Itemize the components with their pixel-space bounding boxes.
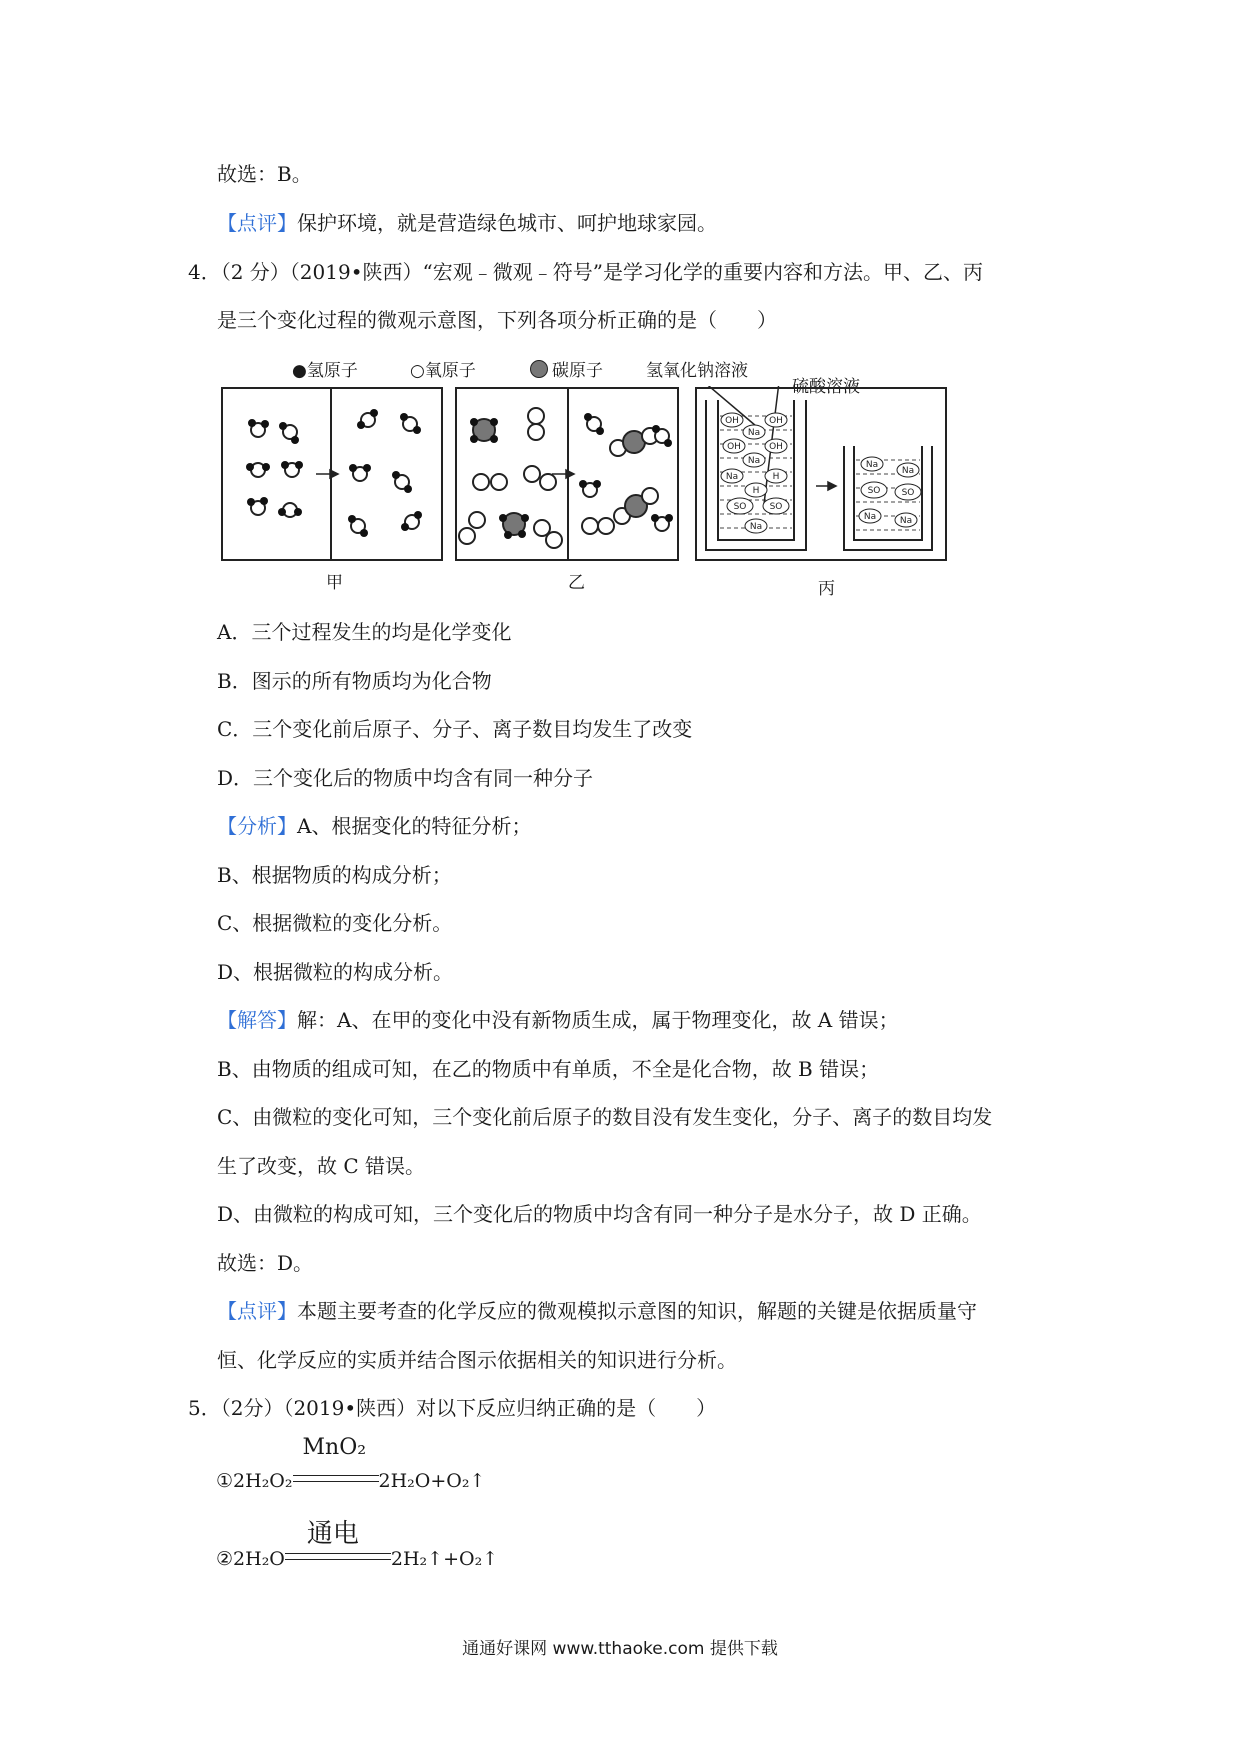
analysis-line-1 (217, 812, 531, 840)
option-a: A．三个过程发生的均是化学变化 (217, 620, 512, 644)
comment-line-2: 恒、化学反应的实质并结合图示依据相关的知识进行分析。 (217, 1348, 737, 1372)
legend-hydrogen: ●氢原子 (292, 361, 358, 381)
analysis-line-3: C、根据微粒的变化分析。 (217, 911, 453, 935)
ion-oh: OH (727, 442, 741, 452)
label-bing: 丙 (818, 579, 835, 599)
label-jia: 甲 (326, 573, 343, 593)
label-yi: 乙 (568, 573, 585, 593)
ion-na: Na (899, 516, 913, 526)
ion-so4: SO (901, 488, 915, 498)
ion-labels (721, 413, 921, 533)
ion-na: Na (901, 466, 915, 476)
option-b: B．图示的所有物质均为化合物 (217, 669, 492, 693)
option-d: D．三个变化后的物质中均含有同一种分子 (217, 766, 594, 790)
analysis-line-2: B、根据物质的构成分析； (217, 863, 452, 887)
ion-so4: SO (769, 502, 783, 512)
legend-h2so4: 硫酸溶液 (792, 377, 860, 397)
comment-tag: 【点评】 (217, 211, 297, 235)
ion-na: Na (747, 428, 761, 438)
eq1-lhs: ①2H₂O₂ (216, 1470, 293, 1492)
yi-before-molecules (459, 408, 562, 548)
ion-oh: OH (769, 442, 783, 452)
solution-text: 解：A、在甲的变化中没有新物质生成，属于物理变化，故 A 错误； (297, 1008, 899, 1032)
solution-line-1 (217, 1006, 899, 1034)
comment-tag: 【点评】 (217, 1299, 297, 1323)
equation-2 (216, 1519, 499, 1570)
yi-after-molecules (579, 413, 673, 534)
ion-so4: SO (733, 502, 747, 512)
q4-stem-line2: 是三个变化过程的微观示意图，下列各项分析正确的是（ ） (217, 308, 777, 332)
option-c: C．三个变化前后原子、分子、离子数目均发生了改变 (217, 717, 693, 741)
solution-tag: 【解答】 (217, 1008, 297, 1032)
analysis-line-4: D、根据微粒的构成分析。 (217, 960, 454, 984)
micro-diagram (220, 386, 950, 568)
analysis-text: A、根据变化的特征分析； (297, 814, 532, 838)
q3-comment (217, 209, 717, 237)
comment-text: 本题主要考查的化学反应的微观模拟示意图的知识，解题的关键是依据质量守 (297, 1299, 977, 1323)
ion-oh: OH (769, 416, 783, 426)
legend-oxygen: ○氧原子 (410, 361, 476, 381)
solution-line-4: 生了改变，故 C 错误。 (217, 1154, 426, 1178)
page-footer: 通通好课网 www.tthaoke.com 提供下载 (462, 1639, 778, 1659)
eq2-rhs: 2H₂↑+O₂↑ (390, 1548, 499, 1570)
comment-line-1 (217, 1297, 977, 1325)
ion-h: H (772, 472, 780, 482)
analysis-tag: 【分析】 (217, 814, 297, 838)
legend-carbon (530, 356, 603, 381)
q5-stem: 5．（2分）（2019•陕西）对以下反应归纳正确的是（ ） (188, 1396, 717, 1420)
ion-oh: OH (725, 416, 739, 426)
eq2-lhs: ②2H₂O (216, 1548, 285, 1570)
ion-so4: SO (867, 486, 881, 496)
legend-naoh: 氢氧化钠溶液 (646, 361, 748, 381)
eq2-condition: 通电 (306, 1519, 359, 1549)
legend-carbon-label: 碳原子 (552, 361, 603, 381)
ion-na: Na (865, 460, 879, 470)
ion-na: Na (863, 512, 877, 522)
ion-h: H (752, 486, 760, 496)
ion-na: Na (749, 522, 763, 532)
eq1-condition-bar (293, 1435, 379, 1485)
eq1-condition: MnO₂ (302, 1435, 367, 1460)
equation-1 (216, 1435, 486, 1492)
solution-line-5: D、由微粒的构成可知，三个变化后的物质中均含有同一种分子是水分子，故 D 正确。 (217, 1202, 982, 1226)
solution-line-3: C、由微粒的变化可知，三个变化前后原子的数目没有发生变化，分子、离子的数目均发 (217, 1105, 993, 1129)
q4-stem-line1: 4．（2 分）（2019•陕西）“宏观﹣微观﹣符号”是学习化学的重要内容和方法。甲、乙、丙 (188, 260, 983, 284)
solution-line-2: B、由物质的组成可知，在乙的物质中有单质，不全是化合物，故 B 错误； (217, 1057, 880, 1081)
carbon-atom-icon (530, 360, 548, 378)
eq2-condition-bar (285, 1519, 391, 1563)
eq1-rhs: 2H₂O+O₂↑ (378, 1470, 486, 1492)
comment-text: 保护环境，就是营造绿色城市、呵护地球家园。 (297, 211, 717, 235)
solution-line-6: 故选：D。 (217, 1251, 314, 1275)
ion-na: Na (747, 456, 761, 466)
q3-answer: 故选：B。 (217, 162, 312, 186)
ion-na: Na (725, 472, 739, 482)
